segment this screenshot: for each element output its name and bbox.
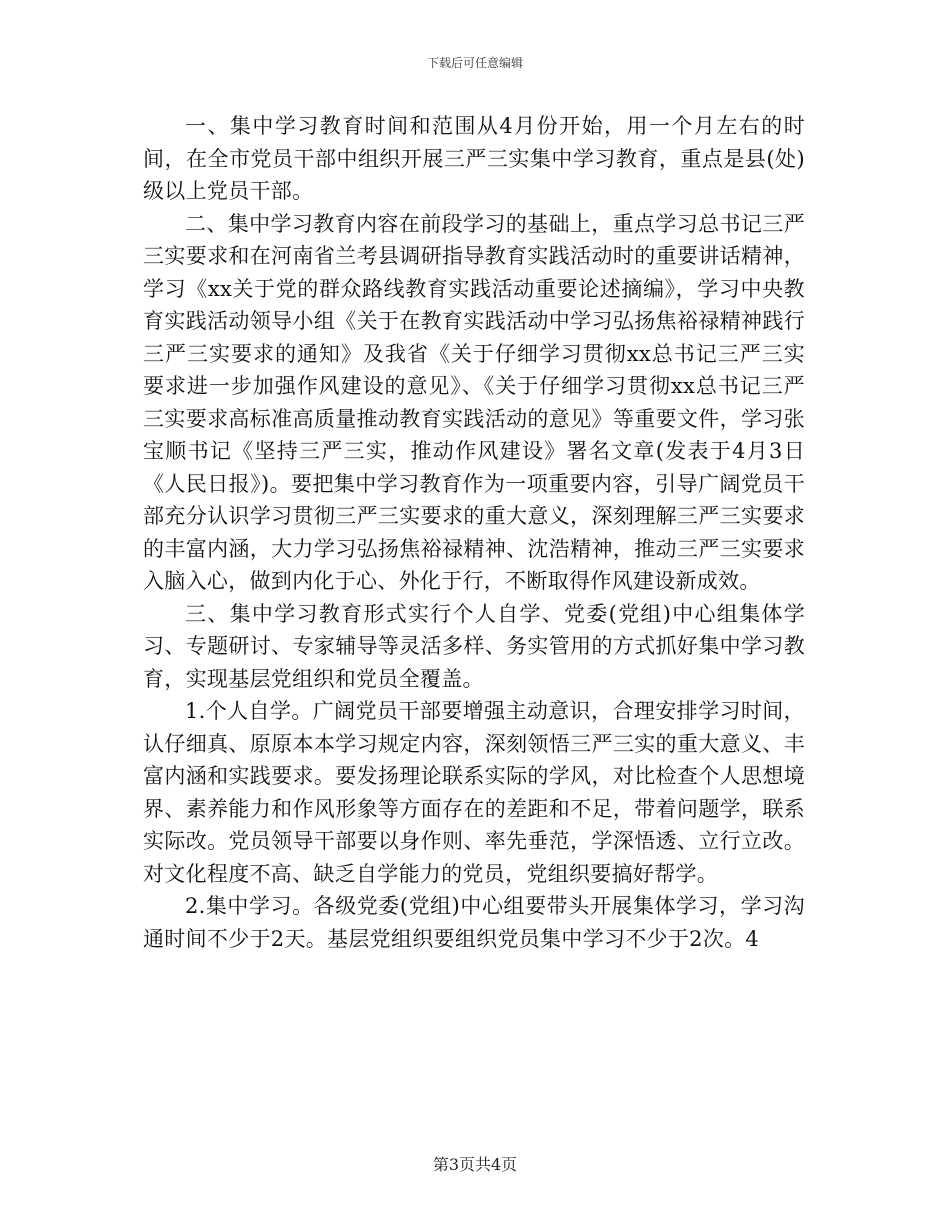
paragraph-4: 1.个人自学。广阔党员干部要增强主动意识，合理安排学习时间，认仔细真、原原本本学习规定内容，深刻领悟三严三实的重大意义、丰富内涵和实践要求。要发扬理论联系实际的学风，对比检查个人思想境界、素养能力和作风形象等方面存在的差距和不足，带着问题学，联系实际改。党员领导干部要以身作则、率先垂范，学深悟透、立行立改。对文化程度不高、缺乏自学能力的党员，党组织要搞好帮学。	[143, 699, 805, 886]
page-header: 下载后可任意编辑	[426, 56, 523, 70]
paragraph-5: 2.集中学习。各级党委(党组)中心组要带头开展集体学习，学习沟通时间不少于2天。基层党组织要组织党员集中学习不少于2次。4	[143, 894, 805, 951]
paragraph-3: 三、集中学习教育形式实行个人自学、党委(党组)中心组集体学习、专题研讨、专家辅导等灵活多样、务实管用的方式抓好集中学习教育，实现基层党组织和党员全覆盖。	[143, 601, 805, 691]
paragraph-1: 一、集中学习教育时间和范围从4月份开始，用一个月左右的时间，在全市党员干部中组织开展三严三实集中学习教育，重点是县(处)级以上党员干部。	[143, 114, 805, 203]
page-footer: 第3页共4页	[432, 1155, 518, 1174]
paragraph-2: 二、集中学习教育内容在前段学习的基础上，重点学习总书记三严三实要求和在河南省兰考县调研指导教育实践活动时的重要讲话精神，学习《xx关于党的群众路线教育实践活动重要论述摘编》，学习中央教育实践活动领导小组《关于在教育实践活动中学习弘扬焦裕禄精神践行三严三实要求的通知》及我省《关于仔细学习贯彻xx总书记三严三实要求进一步加强作风建设的意见》、《关于仔细学习贯彻xx总书记三严三实要求高标准高质量推动教育实践活动的意见》等重要文件，学习张宝顺书记《坚持三严三实，推动作风建设》署名文章(发表于4月3日《人民日报》)。要把集中学习教育作为一项重要内容，引导广阔党员干部充分认识学习贯彻三严三实要求的重大意义，深刻理解三严三实要求的丰富内涵，大力学习弘扬焦裕禄精神、沈浩精神，推动三严三实要求入脑入心，做到内化于心、外化于行，不断取得作风建设新成效。	[143, 211, 805, 593]
document-body	[143, 110, 805, 955]
